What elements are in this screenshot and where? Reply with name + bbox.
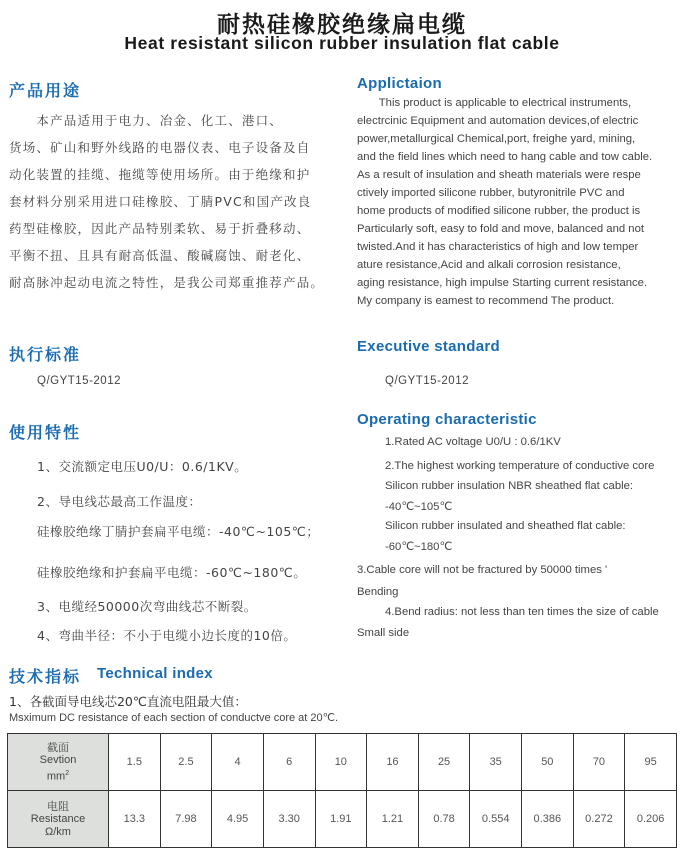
section-cell: 6 [263, 734, 315, 791]
resistance-cell: 1.91 [315, 791, 367, 848]
text-line: and the field lines which need to hang cable and tow cable. [357, 151, 653, 163]
characteristic-item: -40℃~105℃ [385, 501, 453, 513]
resistance-caption-en: Msximum DC resistance of each section of conductve core at 20℃. [9, 712, 339, 724]
characteristics-heading-cn: 使用特性 [9, 423, 82, 442]
resistance-cell: 0.206 [625, 791, 677, 848]
standard-value-cn: Q/GYT15-2012 [37, 375, 121, 387]
characteristic-item: 硅橡胶绝缘和护套扁平电缆：-60℃~180℃。 [37, 565, 307, 580]
standard-heading-cn: 执行标准 [9, 345, 82, 364]
application-text-en [357, 94, 679, 310]
resistance-caption-cn: 1、各截面导电线芯20℃直流电阻最大值： [9, 694, 247, 709]
text-line: 平衡不扭、且具有耐高低温、酸碱腐蚀、耐老化、 [9, 248, 311, 263]
characteristic-item: 硅橡胶绝缘丁腈护套扁平电缆：-40℃~105℃； [37, 524, 320, 539]
resistance-cell: 3.30 [263, 791, 315, 848]
resistance-header-unit: Ω/km [45, 825, 71, 838]
resistance-header-en: Resistance [30, 812, 86, 825]
resistance-header-cn: 电阻 [47, 799, 69, 813]
characteristic-item: 4.Bend radius: not less than ten times the size of cable [385, 606, 659, 618]
table-row-resistance [8, 791, 677, 848]
application-text-cn [9, 107, 329, 296]
section-header-cell [8, 734, 109, 791]
characteristic-item: 2、导电线芯最高工作温度： [37, 494, 202, 509]
resistance-cell: 0.554 [470, 791, 522, 848]
section-cell: 16 [367, 734, 419, 791]
standard-value-en: Q/GYT15-2012 [385, 375, 469, 387]
section-cell: 1.5 [109, 734, 161, 791]
section-cell: 50 [522, 734, 574, 791]
unit-text: mm [46, 770, 66, 783]
text-line: twisted.And it has characteristics of high and low temper [357, 241, 639, 253]
text-line: Particularly soft, easy to fold and move, balanced and not [357, 223, 644, 235]
resistance-cell: 4.95 [212, 791, 264, 848]
section-cell: 35 [470, 734, 522, 791]
characteristic-item: 4、弯曲半径：不小于电缆小边长度的10倍。 [37, 628, 297, 643]
section-cell: 95 [625, 734, 677, 791]
text-line: 本产品适用于电力、冶金、化工、港口、 [9, 113, 284, 128]
text-line: aging resistance, high impulse Starting current resistance. [357, 277, 648, 289]
technical-heading-en: Technical index [97, 665, 213, 682]
application-heading-cn: 产品用途 [9, 81, 82, 100]
resistance-cell: 0.386 [522, 791, 574, 848]
resistance-table [7, 733, 677, 848]
text-line: This product is applicable to electrical instruments, [357, 97, 632, 109]
section-cell: 70 [573, 734, 625, 791]
characteristic-item: 1.Rated AC voltage U0/U : 0.6/1KV [385, 436, 561, 448]
characteristic-item: Bending [357, 586, 399, 598]
characteristic-item: Silicon rubber insulation NBR sheathed flat cable: [385, 480, 634, 492]
characteristic-item: 3.Cable core will not be fractured by 50000 times ' [357, 564, 608, 576]
resistance-cell: 7.98 [160, 791, 212, 848]
text-line: 药型硅橡胶，因此产品特别柔软、易于折叠移动、 [9, 221, 311, 236]
text-line: My company is eamest to recommend The product. [357, 295, 615, 307]
resistance-cell: 13.3 [109, 791, 161, 848]
text-line: As a result of insulation and sheath materials were respe [357, 169, 641, 181]
unit-superscript: 2 [65, 769, 70, 777]
section-cell: 4 [212, 734, 264, 791]
section-cell: 2.5 [160, 734, 212, 791]
section-header-unit [8, 767, 108, 784]
text-line: 套材料分别采用进口硅橡胶、丁腈PVC和国产改良 [9, 194, 312, 209]
section-cell: 25 [418, 734, 470, 791]
text-line: power,metallurgical Chemical,port, freighe yard, mining, [357, 133, 636, 145]
application-heading-en: Applictaion [357, 75, 442, 92]
technical-heading-cn: 技术指标 [9, 667, 82, 686]
section-header-en: Sevtion [39, 753, 77, 766]
resistance-cell: 1.21 [367, 791, 419, 848]
resistance-cell: 0.78 [418, 791, 470, 848]
text-line: ctively imported silicone rubber, butyronitrile PVC and [357, 187, 625, 199]
text-line: home products of modified silicone rubber, the product is [357, 205, 641, 217]
characteristic-item: 3、电缆经50000次弯曲线芯不断裂。 [37, 599, 257, 614]
page-title-cn: 耐热硅橡胶绝缘扁电缆 [217, 12, 467, 38]
resistance-header-cell [8, 791, 109, 848]
characteristic-item: Silicon rubber insulated and sheathed flat cable: [385, 520, 626, 532]
resistance-cell: 0.272 [573, 791, 625, 848]
text-line: 动化装置的挂缆、拖缆等使用场所。由于绝缘和护 [9, 167, 311, 182]
text-line: ature resistance,Acid and alkali corrosion resistance, [357, 259, 621, 271]
text-line: electrcinic Equipment and automation devices,of electric [357, 115, 639, 127]
table-row-section [8, 734, 677, 791]
characteristic-item: -60℃~180℃ [385, 541, 453, 553]
characteristic-item: 2.The highest working temperature of conductive core [385, 460, 655, 472]
section-cell: 10 [315, 734, 367, 791]
text-line: 耐高脉冲起动电流之特性，是我公司郑重推荐产品。 [9, 275, 325, 290]
standard-heading-en: Executive standard [357, 338, 500, 355]
characteristic-item: Small side [357, 627, 410, 639]
characteristics-heading-en: Operating characteristic [357, 411, 537, 428]
characteristic-item: 1、交流额定电压U0/U：0.6/1KV。 [37, 459, 248, 474]
section-header-cn: 截面 [47, 740, 69, 754]
page-title-en: Heat resistant silicon rubber insulation flat cable [124, 33, 560, 53]
text-line: 货场、矿山和野外线路的电器仪表、电子设备及自 [9, 140, 311, 155]
